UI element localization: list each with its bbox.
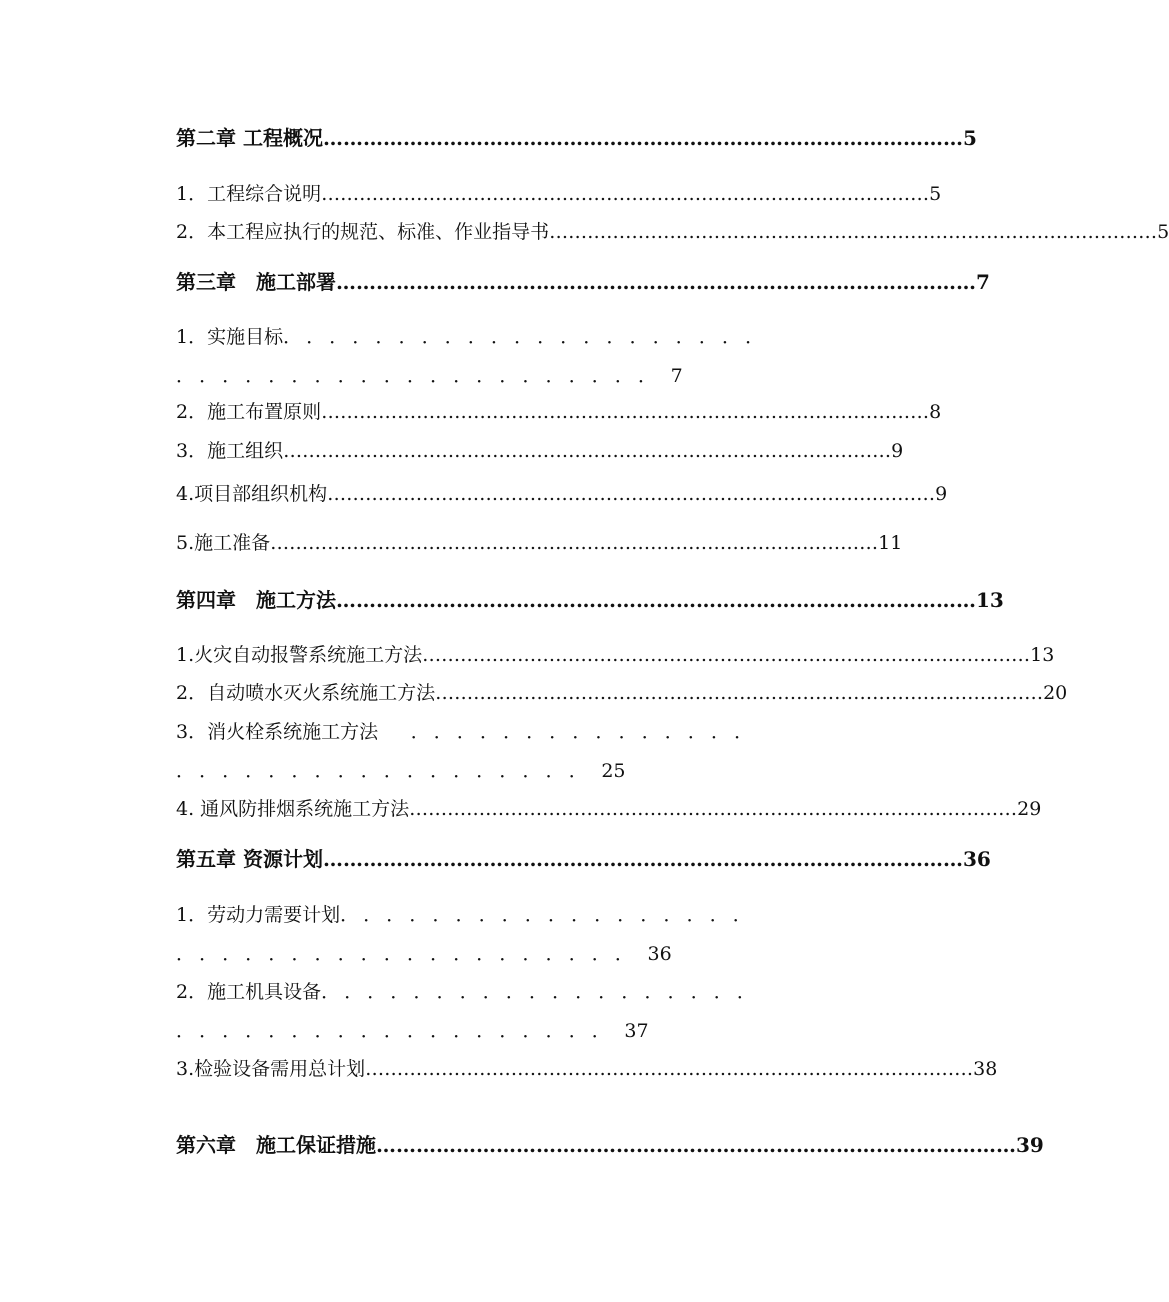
- toc-chapter-2[interactable]: [176, 124, 977, 152]
- toc-title: 1．实施目标: [176, 326, 284, 348]
- toc-title: 1.火灾自动报警系统施工方法: [176, 644, 423, 666]
- toc-entry-2-1[interactable]: [176, 180, 942, 208]
- dot-leader: ……………………………………………………………………………………: [327, 483, 936, 505]
- toc-chapter-4[interactable]: [176, 586, 1004, 614]
- toc-entry-5-3[interactable]: [176, 1055, 998, 1083]
- toc-page-number: 29: [1017, 798, 1042, 820]
- dot-leader: ．．．．．．．．．．．．．．．．．．．: [176, 1020, 625, 1042]
- toc-entry-4-3[interactable]: [176, 718, 767, 746]
- toc-title: 2．施工机具设备: [176, 981, 322, 1003]
- toc-page-number: 5: [962, 126, 977, 150]
- toc-page-number: 7: [670, 365, 683, 387]
- toc-entry-3-1-cont: [176, 362, 683, 390]
- toc-page-number: 20: [1043, 682, 1068, 704]
- toc-title: 第三章 施工部署: [176, 270, 336, 294]
- toc-title: 2．自动喷水灭火系统施工方法: [176, 682, 436, 704]
- toc-page-number: 36: [962, 847, 991, 871]
- toc-entry-5-2-cont: [176, 1017, 649, 1045]
- toc-entry-4-4[interactable]: [176, 795, 1042, 823]
- toc-page-number: 13: [976, 588, 1004, 612]
- toc-title: 第四章 施工方法: [176, 588, 336, 612]
- toc-entry-3-2[interactable]: [176, 398, 942, 426]
- toc-entry-5-2[interactable]: [176, 978, 770, 1006]
- dot-leader: ．．．．．．．．．．．．．．．: [378, 721, 767, 743]
- toc-chapter-6[interactable]: [176, 1131, 1044, 1159]
- toc-entry-5-1-cont: [176, 940, 672, 968]
- dot-leader: ……………………………………………………………………………………: [322, 847, 963, 871]
- dot-leader: ．．．．．．．．．．．．．．．．．．: [176, 760, 602, 782]
- toc-entry-3-1[interactable]: [176, 323, 778, 351]
- dot-leader: ……………………………………………………………………………………: [321, 401, 930, 423]
- toc-page-number: 37: [624, 1020, 649, 1042]
- dot-leader: ．．．．．．．．．．．．．．．．．．．．．: [176, 365, 671, 387]
- toc-page-number: 25: [601, 760, 626, 782]
- toc-page-number: 7: [976, 270, 990, 294]
- dot-leader: ……………………………………………………………………………………: [336, 270, 976, 294]
- toc-entry-4-1[interactable]: [176, 641, 1055, 669]
- toc-entry-3-3[interactable]: [176, 437, 904, 465]
- dot-leader: ……………………………………………………………………………………: [321, 183, 930, 205]
- toc-title: 1．工程综合说明: [176, 183, 322, 205]
- toc-title: 4. 通风防排烟系统施工方法: [176, 798, 410, 820]
- toc-entry-3-5[interactable]: [176, 529, 903, 557]
- toc-title: 3.检验设备需用总计划: [176, 1058, 366, 1080]
- toc-page-number: 11: [878, 532, 903, 554]
- toc-page-number: 9: [935, 483, 948, 505]
- toc-title: 第五章 资源计划: [176, 847, 323, 871]
- toc-page-number: 8: [929, 401, 942, 423]
- toc-title: 1．劳动力需要计划: [176, 904, 341, 926]
- dot-leader: ……………………………………………………………………………………: [365, 1058, 974, 1080]
- dot-leader: ……………………………………………………………………………………: [270, 532, 879, 554]
- toc-page-number: 36: [647, 943, 672, 965]
- toc-title: 5.施工准备: [176, 532, 271, 554]
- dot-leader: ……………………………………………………………………………………: [336, 588, 976, 612]
- dot-leader: ……………………………………………………………………………………: [549, 221, 1158, 243]
- dot-leader: ……………………………………………………………………………………: [283, 440, 892, 462]
- toc-chapter-3[interactable]: [176, 268, 990, 296]
- toc-entry-2-2[interactable]: [176, 218, 1169, 246]
- toc-chapter-5[interactable]: [176, 845, 991, 873]
- dot-leader: ……………………………………………………………………………………: [322, 126, 963, 150]
- dot-leader: ……………………………………………………………………………………: [422, 644, 1031, 666]
- toc-title: 2．本工程应执行的规范、标准、作业指导书: [176, 221, 550, 243]
- toc-entry-3-4[interactable]: [176, 480, 948, 508]
- dot-leader: ……………………………………………………………………………………: [409, 798, 1018, 820]
- toc-title: 3．消火栓系统施工方法: [176, 721, 379, 743]
- toc-page-number: 39: [1016, 1133, 1044, 1157]
- dot-leader: ……………………………………………………………………………………: [376, 1133, 1016, 1157]
- dot-leader: ．．．．．．．．．．．．．．．．．．．．: [176, 943, 648, 965]
- toc-page-number: 38: [973, 1058, 998, 1080]
- toc-page-number: 5: [1157, 221, 1169, 243]
- toc-page-number: 13: [1030, 644, 1055, 666]
- dot-leader: ．．．．．．．．．．．．．．．．．．: [340, 904, 766, 926]
- toc-title: 4.项目部组织机构: [176, 483, 328, 505]
- dot-leader: ……………………………………………………………………………………: [435, 682, 1044, 704]
- toc-page-number: 9: [891, 440, 904, 462]
- dot-leader: ．．．．．．．．．．．．．．．．．．．．．: [283, 326, 778, 348]
- dot-leader: ．．．．．．．．．．．．．．．．．．．: [321, 981, 770, 1003]
- toc-title: 3．施工组织: [176, 440, 284, 462]
- toc-entry-5-1[interactable]: [176, 901, 765, 929]
- toc-entry-4-3-cont: [176, 757, 626, 785]
- toc-title: 第六章 施工保证措施: [176, 1133, 376, 1157]
- toc-entry-4-2[interactable]: [176, 679, 1068, 707]
- toc-page-number: 5: [929, 183, 942, 205]
- toc-title: 2．施工布置原则: [176, 401, 322, 423]
- toc-title: 第二章 工程概况: [176, 126, 323, 150]
